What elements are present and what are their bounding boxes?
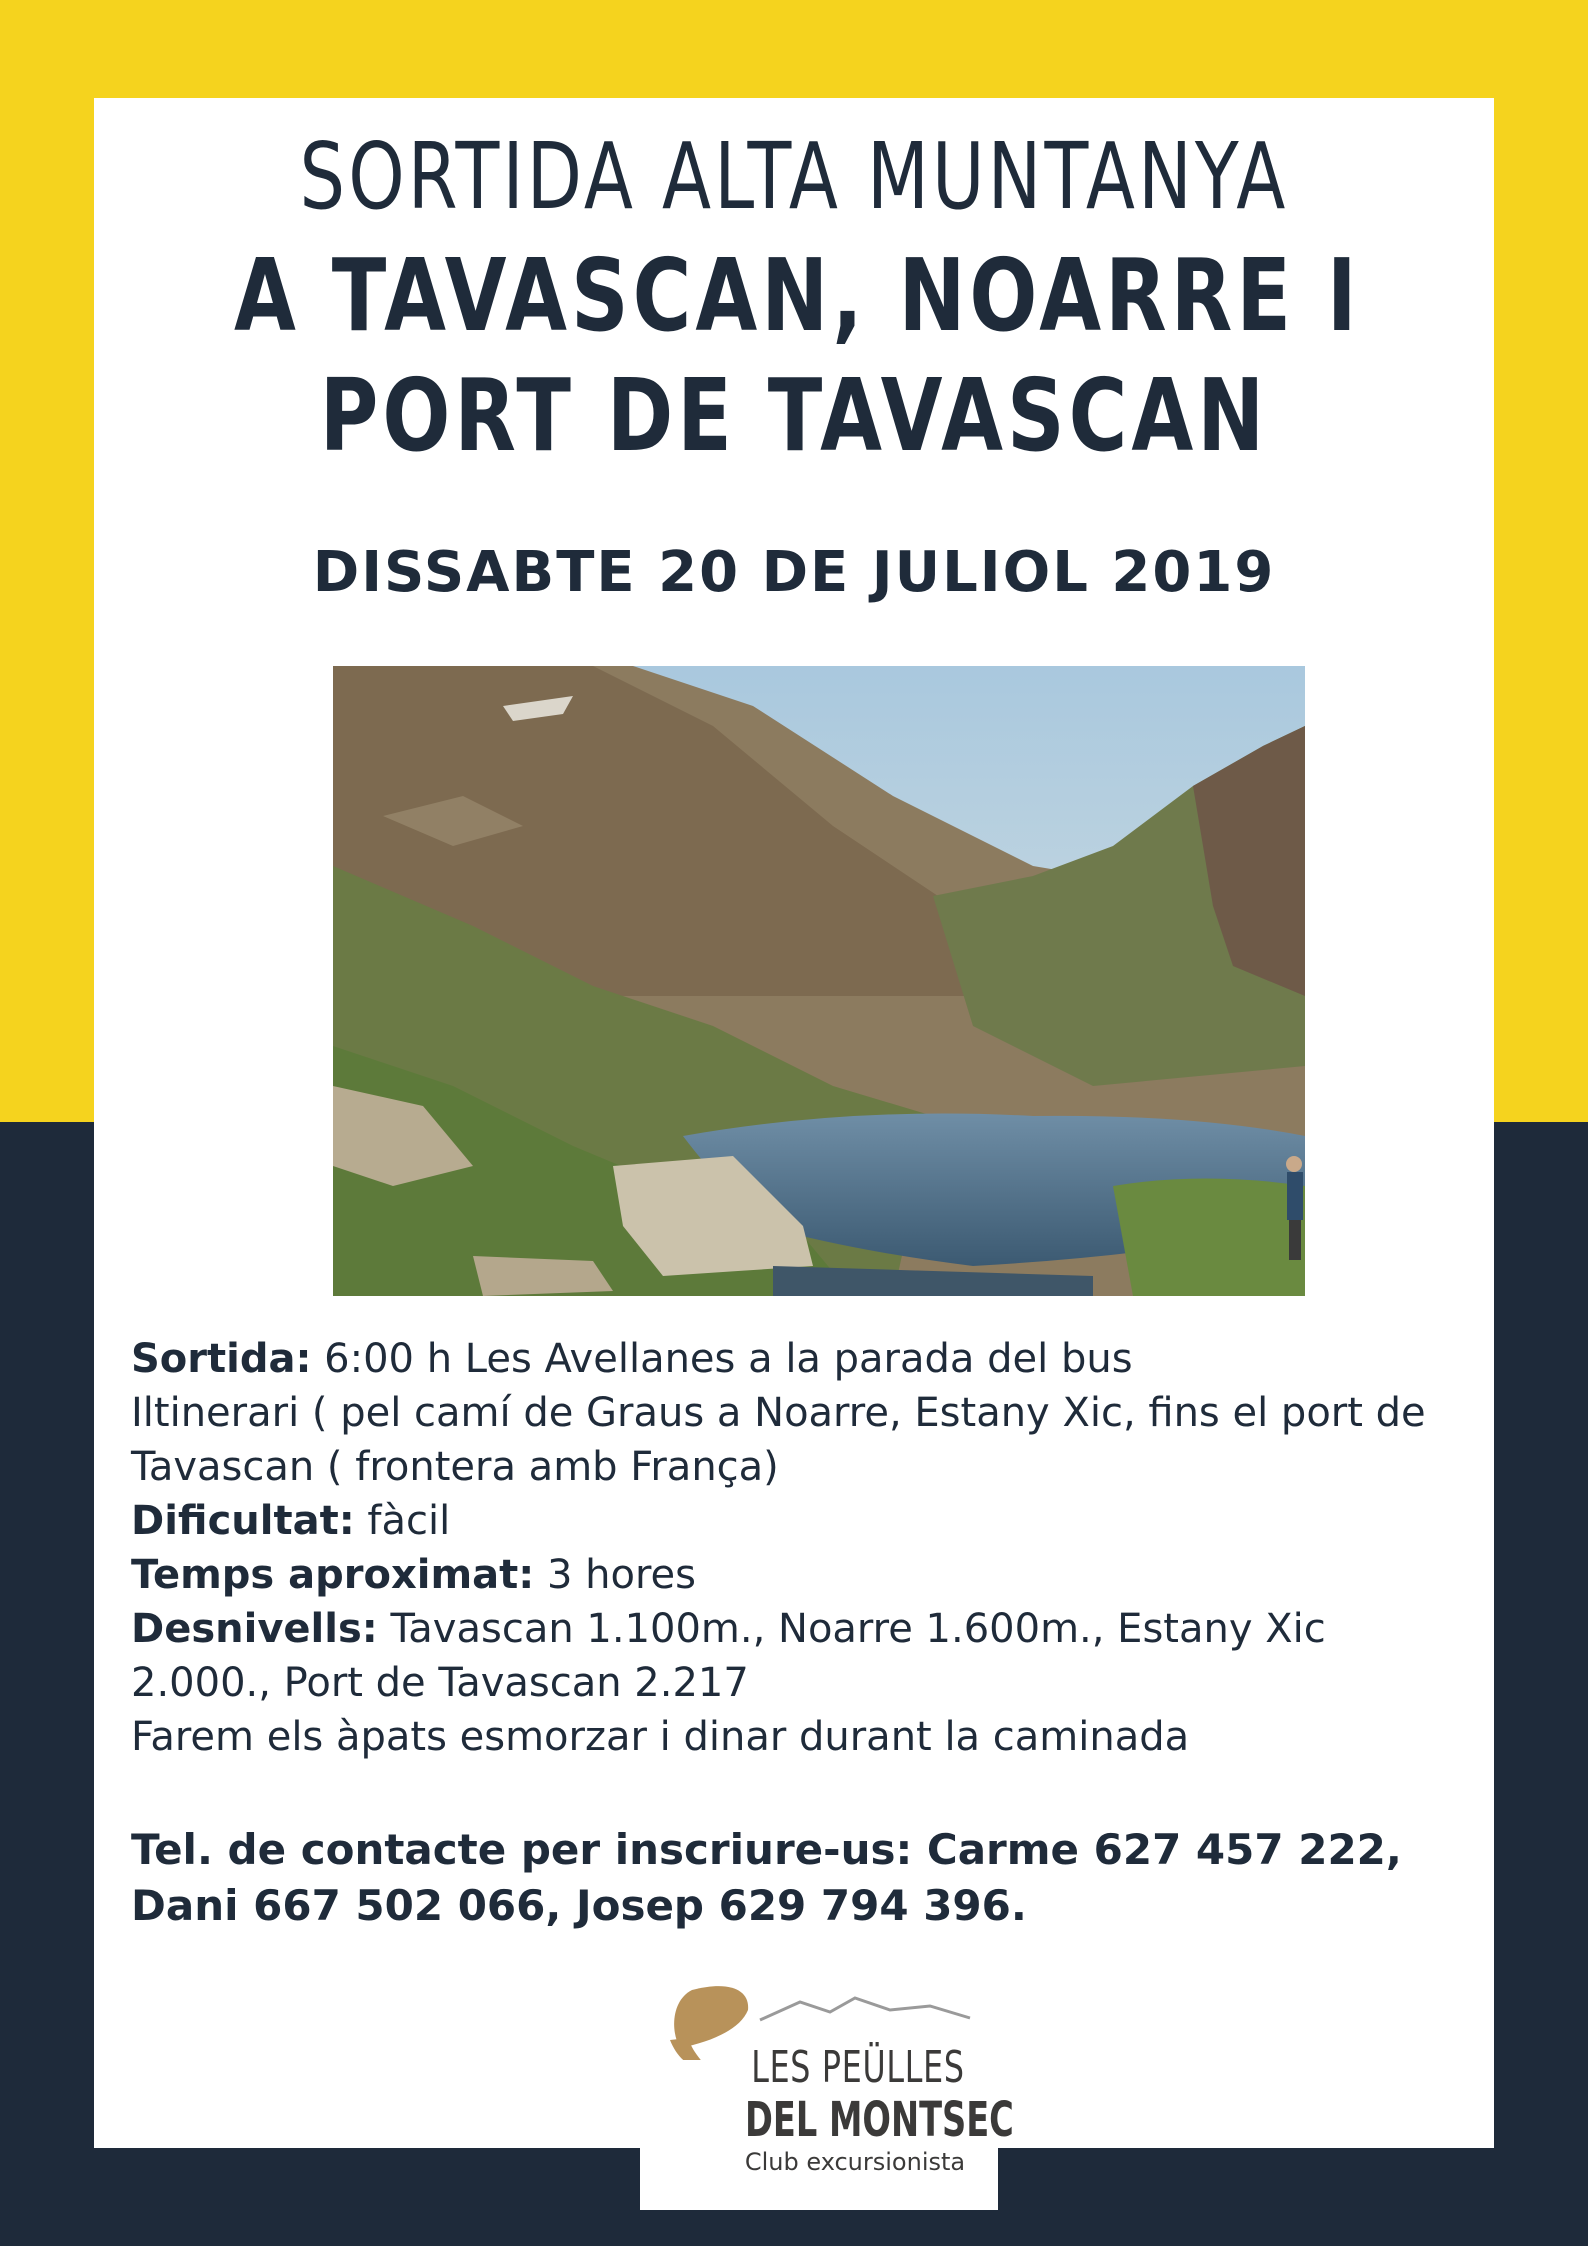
itinerary-text: Iltinerari ( pel camí de Graus a Noarre, Estany Xic, fins el port de Tavascan ( frontera amb França) xyxy=(131,1390,1426,1490)
contact-info xyxy=(131,1822,1471,1934)
poster-title xyxy=(94,118,1494,476)
logo-line-1: LES PEÜLLES xyxy=(751,2042,965,2093)
event-details xyxy=(131,1332,1471,1764)
departure-row xyxy=(131,1332,1471,1386)
difficulty-row xyxy=(131,1494,1471,1548)
meals-text: Farem els àpats esmorzar i dinar durant la caminada xyxy=(131,1714,1190,1760)
time-row xyxy=(131,1548,1471,1602)
difficulty-label: Dificultat: xyxy=(131,1498,355,1544)
logo-subtitle: Club excursionista xyxy=(744,2148,966,2176)
elevation-row xyxy=(131,1602,1471,1710)
time-label: Temps aproximat: xyxy=(131,1552,535,1598)
title-line-2: A TAVASCAN, NOARRE I xyxy=(234,237,1361,354)
departure-label: Sortida: xyxy=(131,1336,312,1382)
title-line-1: SORTIDA ALTA MUNTANYA xyxy=(299,123,1289,230)
difficulty-text: fàcil xyxy=(354,1498,451,1544)
logo-line-2: DEL MONTSEC xyxy=(745,2092,1014,2148)
club-logo xyxy=(640,1980,1014,2210)
time-text: 3 hores xyxy=(534,1552,696,1598)
title-line-3: PORT DE TAVASCAN xyxy=(319,357,1269,474)
elevation-label: Desnivells: xyxy=(131,1606,378,1652)
contact-line-1: Tel. de contacte per inscriure-us: Carme 627 457 222, xyxy=(131,1825,1402,1874)
departure-text: 6:00 h Les Avellanes a la parada del bus xyxy=(311,1336,1133,1382)
elevation-text: Tavascan 1.100m., Noarre 1.600m., Estany Xic 2.000., Port de Tavascan 2.217 xyxy=(131,1606,1326,1706)
mountain-lake-photo xyxy=(333,666,1305,1296)
event-date: DISSABTE 20 DE JULIOL 2019 xyxy=(312,540,1276,605)
contact-line-2: Dani 667 502 066, Josep 629 794 396. xyxy=(131,1881,1027,1930)
